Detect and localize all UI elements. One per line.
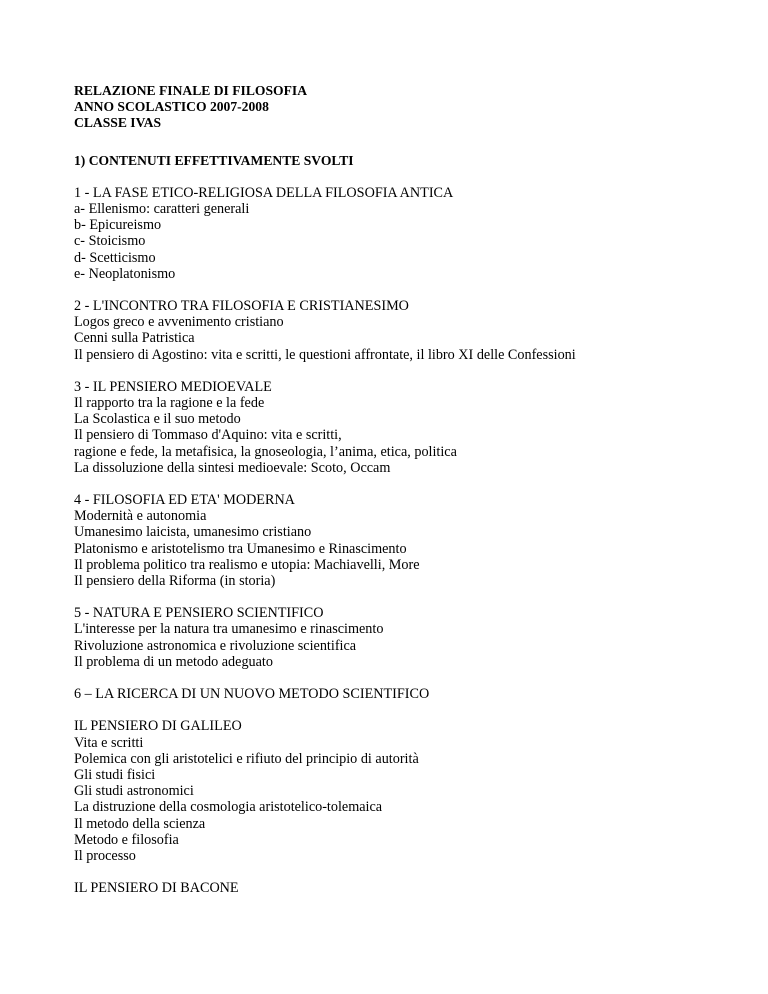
- list-item: Il problema di un metodo adeguato: [74, 653, 273, 670]
- section-title: 1 - LA FASE ETICO-RELIGIOSA DELLA FILOSOFIA ANTICA: [74, 184, 454, 201]
- list-item: La Scolastica e il suo metodo: [74, 411, 241, 428]
- section-title: 5 - NATURA E PENSIERO SCIENTIFICO: [74, 605, 324, 622]
- list-item: d- Scetticismo: [74, 249, 156, 266]
- school-year: ANNO SCOLASTICO 2007-2008: [74, 99, 269, 115]
- list-item: Rivoluzione astronomica e rivoluzione scientifica: [74, 637, 357, 654]
- list-item: a- Ellenismo: caratteri generali: [74, 201, 250, 218]
- list-item: e- Neoplatonismo: [74, 265, 176, 282]
- content-section: [74, 686, 734, 702]
- content-section: [74, 379, 734, 476]
- section-title: IL PENSIERO DI GALILEO: [74, 718, 242, 735]
- section-title: 4 - FILOSOFIA ED ETA' MODERNA: [74, 492, 295, 509]
- list-item: c- Stoicismo: [74, 233, 146, 250]
- list-item: Il pensiero della Riforma (in storia): [74, 573, 276, 590]
- section-title: 6 – LA RICERCA DI UN NUOVO METODO SCIENTIFICO: [74, 686, 430, 703]
- list-item: Logos greco e avvenimento cristiano: [74, 314, 284, 331]
- list-item: Modernità e autonomia: [74, 508, 207, 525]
- list-item: Il metodo della scienza: [74, 815, 206, 832]
- list-item: ragione e fede, la metafisica, la gnoseologia, l’anima, etica, politica: [74, 443, 457, 460]
- list-item: Gli studi fisici: [74, 766, 156, 783]
- section-title: 2 - L'INCONTRO TRA FILOSOFIA E CRISTIANESIMO: [74, 298, 409, 315]
- content-section: [74, 298, 734, 363]
- content-section: [74, 605, 734, 670]
- section-title: IL PENSIERO DI BACONE: [74, 880, 239, 897]
- list-item: Il rapporto tra la ragione e la fede: [74, 395, 265, 412]
- list-item: Il processo: [74, 847, 136, 864]
- list-item: Polemica con gli aristotelici e rifiuto del principio di autorità: [74, 750, 419, 767]
- class-name: CLASSE IVAS: [74, 115, 162, 131]
- list-item: Cenni sulla Patristica: [74, 330, 195, 347]
- report-title: RELAZIONE FINALE DI FILOSOFIA: [74, 83, 308, 98]
- section-heading: 1) CONTENUTI EFFETTIVAMENTE SVOLTI: [74, 152, 354, 168]
- list-item: Vita e scritti: [74, 734, 144, 751]
- list-item: L'interesse per la natura tra umanesimo e rinascimento: [74, 621, 384, 638]
- list-item: b- Epicureismo: [74, 217, 162, 234]
- list-item: Il pensiero di Agostino: vita e scritti, le questioni affrontate, il libro XI delle Confessioni: [74, 346, 576, 363]
- content-section: [74, 492, 734, 589]
- list-item: La dissoluzione della sintesi medioevale: Scoto, Occam: [74, 459, 391, 476]
- section-title: 3 - IL PENSIERO MEDIOEVALE: [74, 378, 272, 395]
- list-item: Umanesimo laicista, umanesimo cristiano: [74, 524, 312, 541]
- list-item: Platonismo e aristotelismo tra Umanesimo e Rinascimento: [74, 540, 407, 557]
- document-page: [74, 83, 734, 912]
- list-item: Il pensiero di Tommaso d'Aquino: vita e scritti,: [74, 427, 342, 444]
- list-item: Metodo e filosofia: [74, 831, 179, 848]
- list-item: Il problema politico tra realismo e utopia: Machiavelli, More: [74, 556, 420, 573]
- list-item: Gli studi astronomici: [74, 783, 194, 800]
- content-section: [74, 185, 734, 282]
- content-section: [74, 880, 734, 896]
- list-item: La distruzione della cosmologia aristotelico-tolemaica: [74, 799, 383, 816]
- content-sections: [74, 185, 734, 897]
- content-section: [74, 718, 734, 864]
